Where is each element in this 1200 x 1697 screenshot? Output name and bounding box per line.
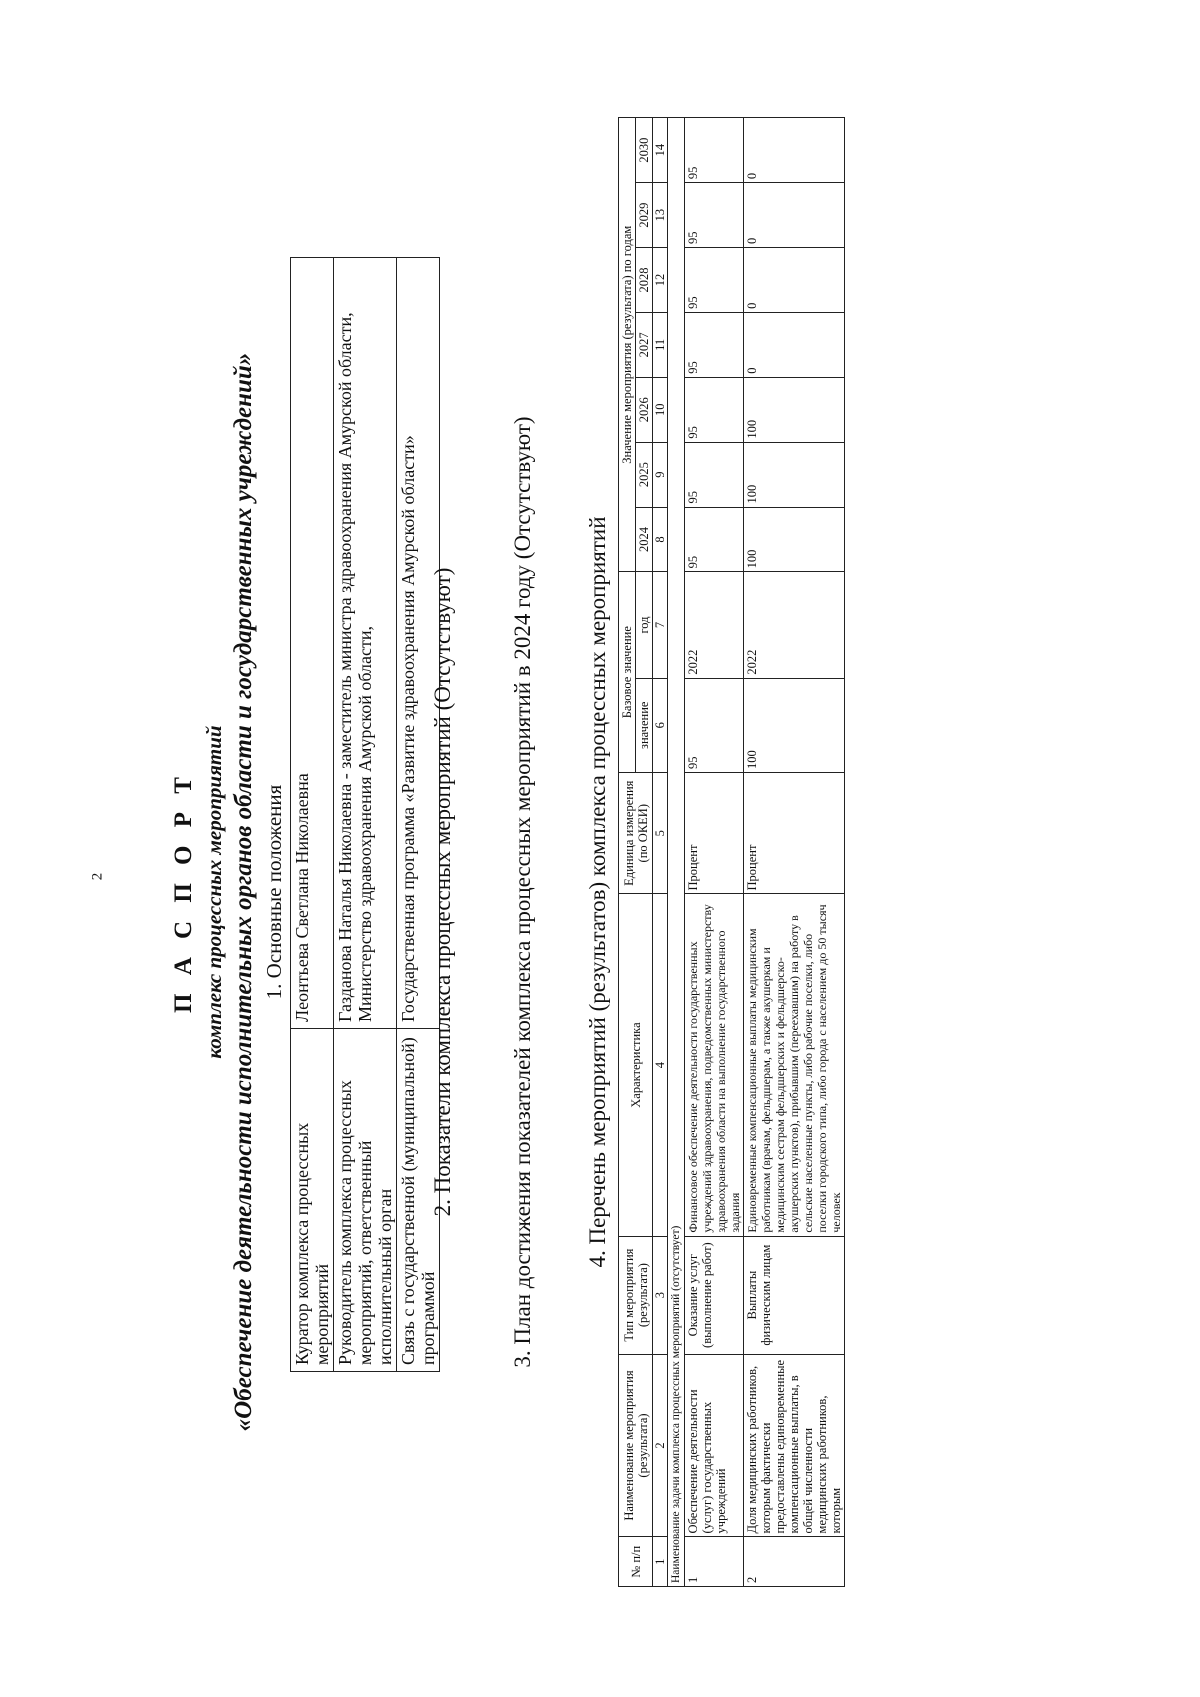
row-num: 1: [685, 1537, 744, 1587]
header-base-value: значение: [636, 678, 653, 772]
passport-subtitle: комплекс процессных мероприятий: [202, 725, 226, 1059]
table-header-row: [619, 118, 636, 1587]
row-base-year: 2022: [744, 572, 845, 678]
column-number: 4: [653, 894, 668, 1236]
curator-label: Куратор комплекса процессных мероприятий: [291, 1029, 334, 1372]
section3-heading: 3. План достижения показателей комплекса процессных мероприятий в 2024 году (Отсутствуют): [510, 416, 535, 1368]
head-value: Газданова Наталья Николаевна - заместитель министра здравоохранения Амурской области, Министерство здравоохранения Амурской области,: [334, 258, 397, 1029]
row-value: 0: [744, 118, 845, 183]
page-number: 2: [89, 872, 106, 881]
column-number: 10: [653, 377, 668, 442]
passport-title: П А С П О Р Т: [170, 771, 197, 1013]
row-value: 0: [744, 183, 845, 248]
row-value: 100: [744, 507, 845, 572]
column-number: 13: [653, 183, 668, 248]
header-year: 2030: [636, 118, 653, 183]
curator-value: Леонтьева Светлана Николаевна: [291, 258, 334, 1029]
landscape-page: [40, 112, 1140, 1672]
row-type: Оказание услуг (выполнение работ): [685, 1236, 744, 1354]
row-type: Выплаты физическим лицам: [744, 1236, 845, 1354]
header-year: 2024: [636, 507, 653, 572]
column-number: 11: [653, 312, 668, 377]
column-number: 8: [653, 507, 668, 572]
column-number: 6: [653, 678, 668, 772]
task-name: Наименование задачи комплекса процессных мероприятий (отсутствует): [668, 118, 685, 1587]
header-base-year: год: [636, 572, 653, 678]
header-year: 2027: [636, 312, 653, 377]
column-number: 7: [653, 572, 668, 678]
row-base-value: 95: [685, 678, 744, 772]
row-name: Доля медицинских работников, которым фактически предоставлены единовременные компенсационные выплаты, в общей численности медицинских работников, которым: [744, 1354, 845, 1537]
header-year: 2028: [636, 248, 653, 313]
row-value: 95: [685, 118, 744, 183]
row-value: 100: [744, 377, 845, 442]
row-charact: Единовременные компенсационные выплаты медицинским работникам (врачам, фельдшерам, а также акушеркам и медицинским сестрам фельдшерских и фельдшерско-акушерских пунктов), прибывшим (переехавшим) на работу в сельские населенные пункты, либо рабочие поселки, либо поселки городского типа, либо города с населением до 50 тысяч человек: [744, 894, 845, 1236]
header-type: Тип мероприятия (результата): [619, 1236, 653, 1354]
header-num: № п/п: [619, 1537, 653, 1587]
row-value: 95: [685, 183, 744, 248]
header-year: 2025: [636, 442, 653, 507]
row-value: 0: [744, 248, 845, 313]
row-unit: Процент: [685, 772, 744, 894]
row-base-value: 100: [744, 678, 845, 772]
column-number: 12: [653, 248, 668, 313]
row-value: 100: [744, 442, 845, 507]
column-number-row: [653, 118, 668, 1587]
row-charact: Финансовое обеспечение деятельности государственных учреждений здравоохранения, подведомственных министерству здравоохранения области на выполнение государственного задания: [685, 894, 744, 1236]
column-number: 9: [653, 442, 668, 507]
column-number: 5: [653, 772, 668, 894]
table-row: [291, 258, 334, 1372]
header-values: Значение мероприятия (результата) по годам: [619, 118, 636, 572]
header-year: 2029: [636, 183, 653, 248]
column-number: 3: [653, 1236, 668, 1354]
column-number: 2: [653, 1354, 668, 1537]
program-link-label: Связь с государственной (муниципальной) программой: [397, 1029, 440, 1372]
header-charact: Характеристика: [619, 894, 653, 1236]
program-link-value: Государственная программа «Развитие здравоохранения Амурской области»: [397, 258, 440, 1029]
basic-info-table: [290, 257, 440, 1372]
section4-heading: 4. Перечень мероприятий (результатов) комплекса процессных мероприятий: [585, 516, 610, 1268]
row-value: 95: [685, 312, 744, 377]
table-row: [744, 118, 845, 1587]
measures-table: [618, 117, 845, 1587]
head-label: Руководитель комплекса процессных мероприятий, ответственный исполнительный орган: [334, 1029, 397, 1372]
table-row: [334, 258, 397, 1372]
row-value: 95: [685, 248, 744, 313]
row-value: 95: [685, 377, 744, 442]
row-value: 0: [744, 312, 845, 377]
row-unit: Процент: [744, 772, 845, 894]
header-unit: Единица измерения (по ОКЕИ): [619, 772, 653, 894]
row-value: 95: [685, 442, 744, 507]
header-name: Наименование мероприятия (результата): [619, 1354, 653, 1537]
row-value: 95: [685, 507, 744, 572]
column-number: 14: [653, 118, 668, 183]
row-num: 2: [744, 1537, 845, 1587]
passport-name: «Обеспечение деятельности исполнительных органов области и государственных учреждений»: [230, 352, 257, 1432]
row-name: Обеспечение деятельности (услуг) государственных учреждений: [685, 1354, 744, 1537]
row-base-year: 2022: [685, 572, 744, 678]
table-row: [685, 118, 744, 1587]
task-row: [668, 118, 685, 1587]
section2-heading: 2. Показатели комплекса процессных мероприятий (Отсутствуют): [430, 567, 455, 1217]
section1-heading: 1. Основные положения: [262, 784, 286, 1000]
header-base: Базовое значение: [619, 572, 636, 773]
header-year: 2026: [636, 377, 653, 442]
column-number: 1: [653, 1537, 668, 1587]
